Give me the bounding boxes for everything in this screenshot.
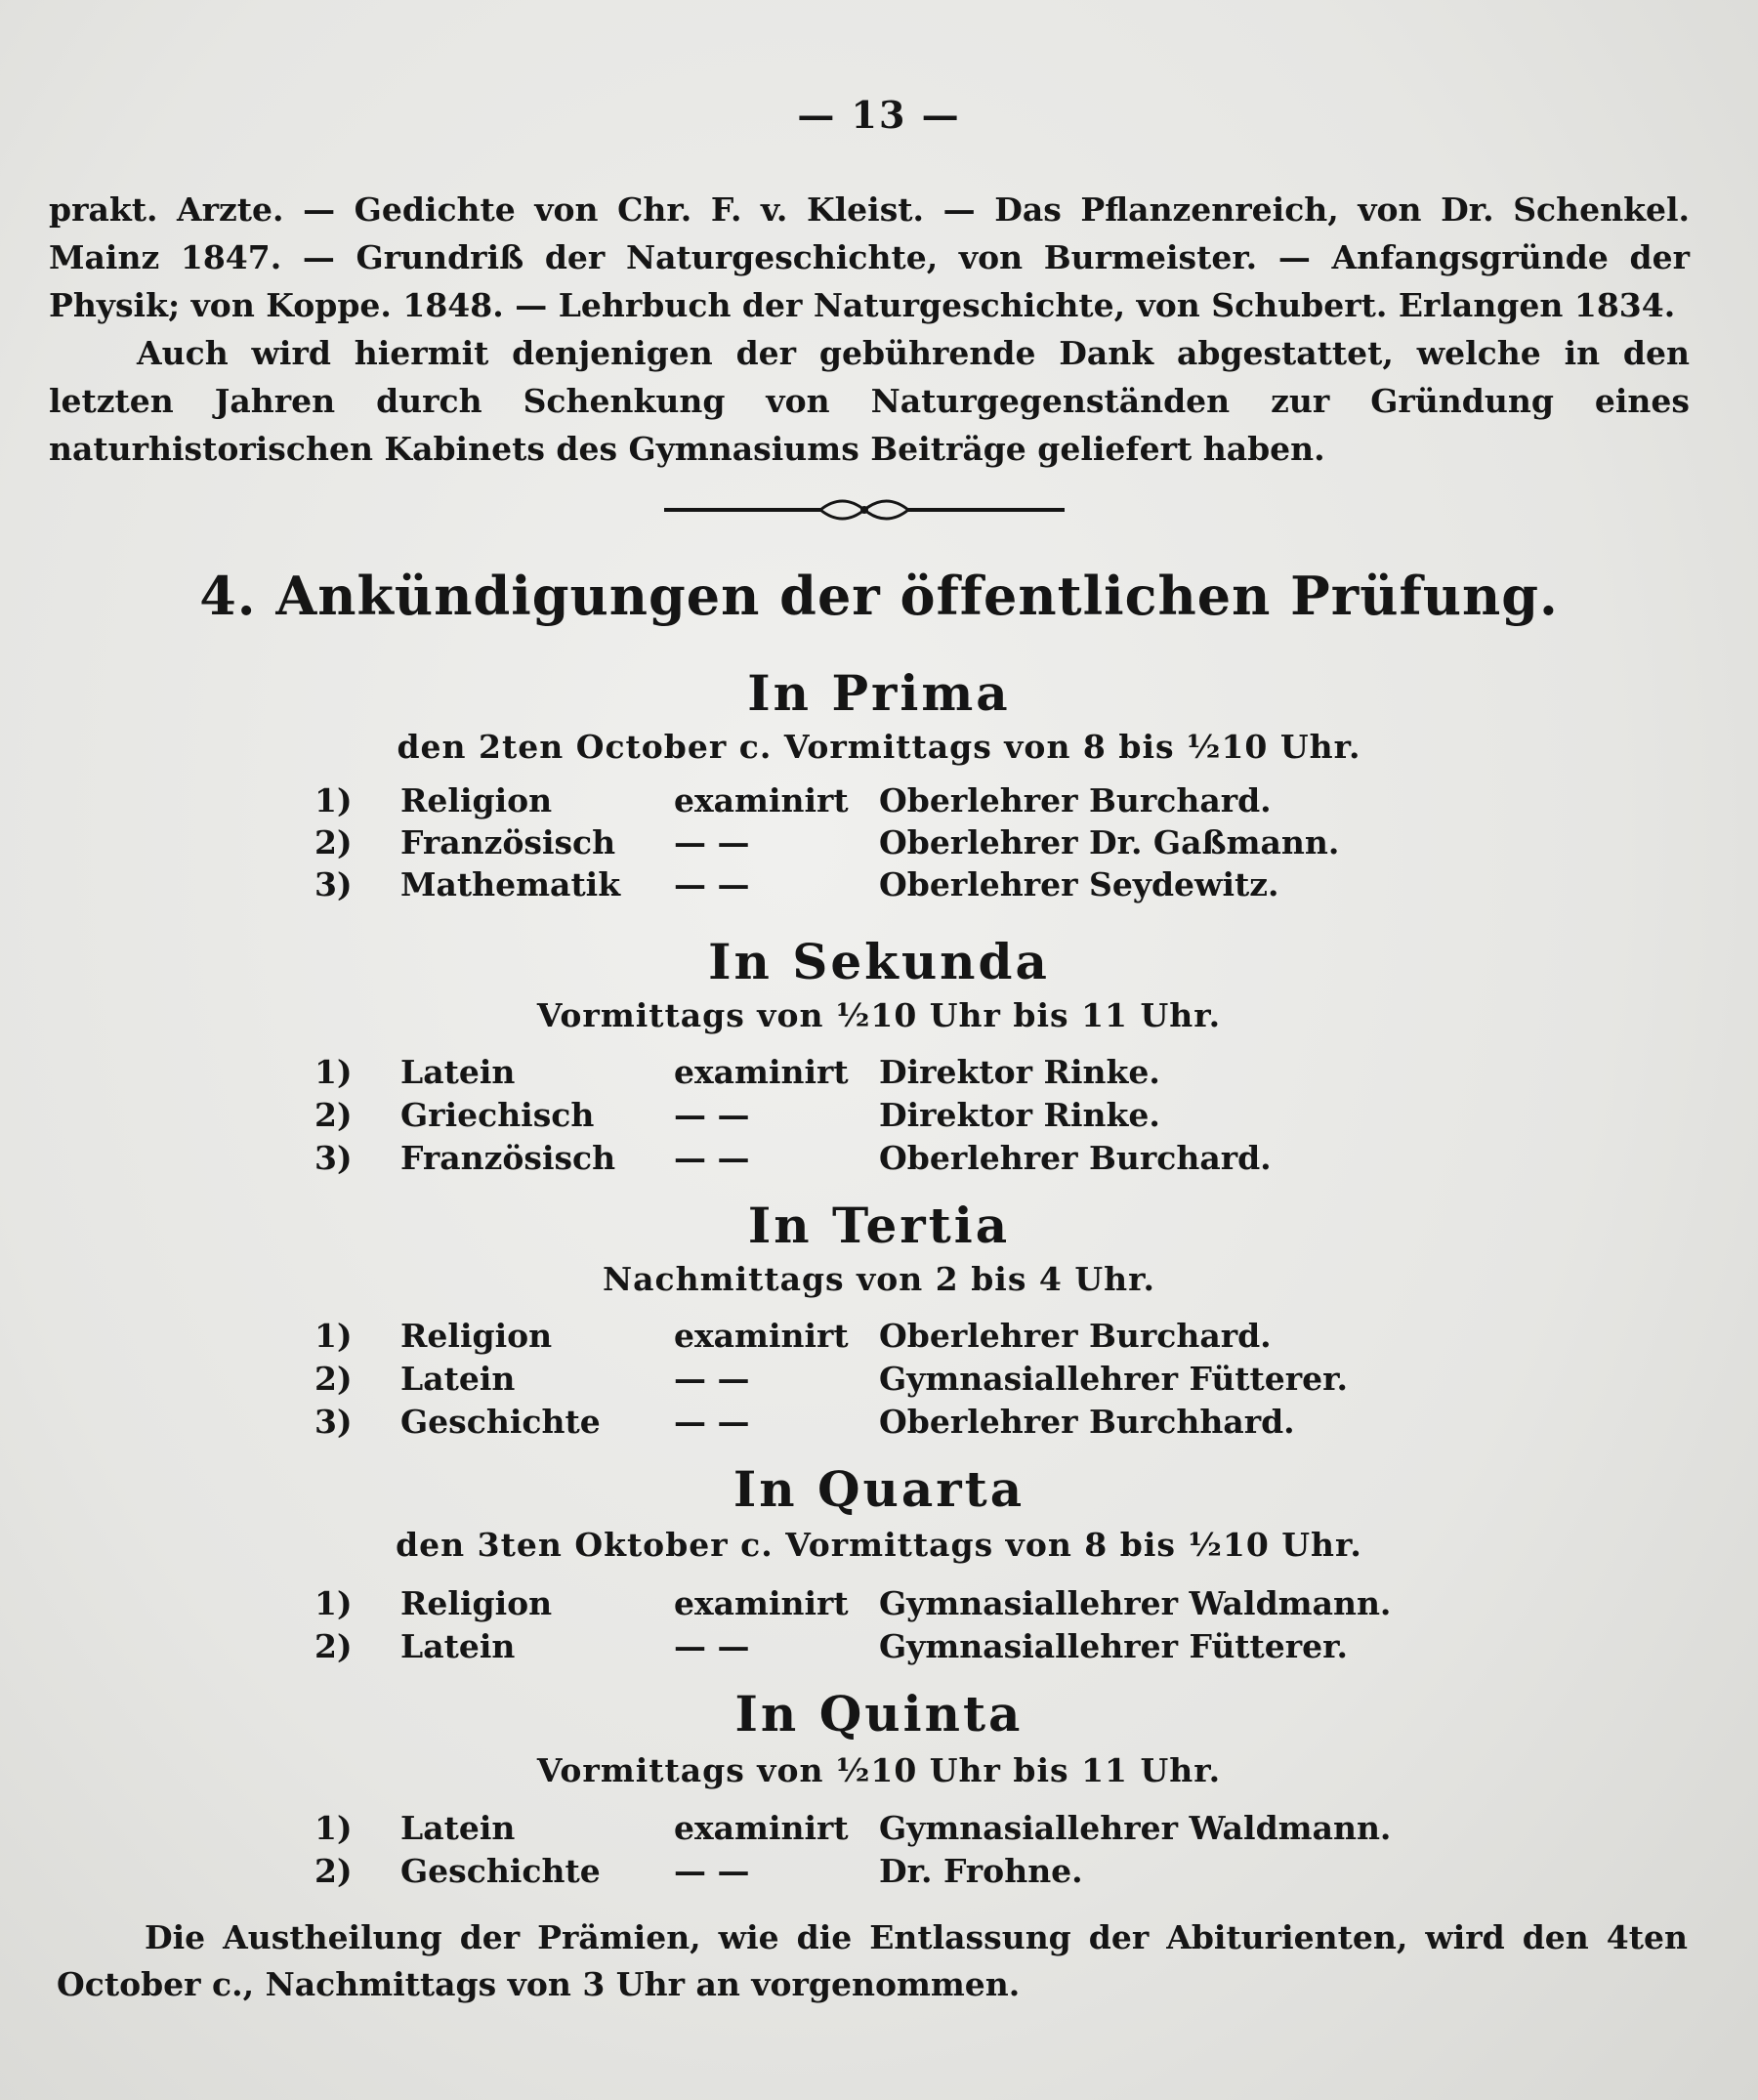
subject-list-sekunda	[0, 1053, 1758, 1182]
subject-row	[0, 823, 1758, 865]
subject-name: Religion	[400, 781, 553, 819]
subject-name: Religion	[400, 1584, 553, 1622]
ornamental-divider	[664, 493, 1065, 526]
section-title: 4. Ankündigungen der öffentlichen Prüfung.	[199, 565, 1559, 627]
subject-name: Latein	[400, 1627, 516, 1665]
subject-name: Französisch	[400, 1139, 616, 1177]
subject-list-tertia	[0, 1317, 1758, 1446]
examiner: Gymnasiallehrer Fütterer.	[879, 1360, 1349, 1398]
exam-mode: examinirt	[674, 1053, 849, 1091]
row-number: 3)	[314, 1403, 353, 1441]
examiner: Oberlehrer Burchard.	[879, 1317, 1272, 1355]
exam-mode: — —	[674, 1627, 750, 1665]
subject-list-quarta	[0, 1584, 1758, 1670]
subject-row	[0, 1403, 1758, 1446]
subject-row	[0, 1096, 1758, 1139]
subject-name: Latein	[400, 1360, 516, 1398]
exam-mode: — —	[674, 865, 750, 903]
exam-mode: examinirt	[674, 1584, 849, 1622]
subject-name: Griechisch	[400, 1096, 595, 1134]
subject-row	[0, 1809, 1758, 1852]
closing-paragraph: Die Austheilung der Prämien, wie die Entlassung der Abiturienten, wird den 4ten October c., Nachmittags von 3 Uhr an vorgenommen.	[57, 1918, 1688, 2003]
exam-time-prima: den 2ten October c. Vormittags von 8 bis ½10 Uhr.	[397, 728, 1361, 766]
row-number: 1)	[314, 1584, 353, 1622]
subject-name: Latein	[400, 1809, 516, 1847]
exam-time-quinta: Vormittags von ½10 Uhr bis 11 Uhr.	[536, 1751, 1222, 1789]
thanks-paragraph: Auch wird hiermit denjenigen der gebührende Dank abgestattet, welche in den letzten Jahren durch Schenkung von Naturgegenständen zur Gründung eines naturhistorischen Kabinets des Gymnasiums Beiträge geliefert haben.	[49, 334, 1690, 468]
subject-row	[0, 781, 1758, 823]
examiner: Oberlehrer Dr. Gaßmann.	[879, 823, 1340, 861]
exam-time-sekunda: Vormittags von ½10 Uhr bis 11 Uhr.	[536, 996, 1222, 1034]
row-number: 2)	[314, 1852, 353, 1890]
exam-mode: — —	[674, 823, 750, 861]
exam-mode: — —	[674, 1360, 750, 1398]
subject-list-prima	[0, 781, 1758, 907]
row-number: 2)	[314, 1360, 353, 1398]
subject-row	[0, 1627, 1758, 1670]
subject-row	[0, 1053, 1758, 1096]
class-heading-tertia: In Tertia	[747, 1197, 1011, 1254]
row-number: 2)	[314, 823, 353, 861]
examiner: Oberlehrer Seydewitz.	[879, 865, 1279, 903]
examiner: Gymnasiallehrer Waldmann.	[879, 1809, 1392, 1847]
exam-mode: — —	[674, 1096, 750, 1134]
row-number: 3)	[314, 865, 353, 903]
subject-name: Mathematik	[400, 865, 621, 903]
exam-mode: examinirt	[674, 781, 849, 819]
row-number: 2)	[314, 1627, 353, 1665]
exam-time-tertia: Nachmittags von 2 bis 4 Uhr.	[603, 1260, 1155, 1298]
subject-list-quinta	[0, 1809, 1758, 1895]
subject-row	[0, 1139, 1758, 1182]
exam-mode: examinirt	[674, 1317, 849, 1355]
closing-paragraph-block	[57, 1914, 1688, 2008]
class-heading-prima: In Prima	[747, 664, 1011, 722]
subject-row	[0, 865, 1758, 907]
exam-mode: — —	[674, 1852, 750, 1890]
subject-row	[0, 1360, 1758, 1403]
intro-text-block	[49, 186, 1690, 473]
examiner: Gymnasiallehrer Fütterer.	[879, 1627, 1349, 1665]
class-heading-quinta: In Quinta	[734, 1685, 1024, 1743]
subject-row	[0, 1852, 1758, 1895]
subject-name: Religion	[400, 1317, 553, 1355]
row-number: 2)	[314, 1096, 353, 1134]
row-number: 1)	[314, 1053, 353, 1091]
book-list-paragraph: prakt. Arzte. — Gedichte von Chr. F. v. Kleist. — Das Pflanzenreich, von Dr. Schenkel. Mainz 1847. — Grundriß der Naturgeschichte, von Burmeister. — Anfangsgründe der Physik; von Koppe. 1848. — Lehrbuch der Naturgeschichte, von Schubert. Erlangen 1834.	[49, 190, 1690, 324]
exam-time-quarta: den 3ten Oktober c. Vormittags von 8 bis ½10 Uhr.	[396, 1526, 1362, 1564]
subject-name: Französisch	[400, 823, 616, 861]
row-number: 1)	[314, 781, 353, 819]
exam-mode: examinirt	[674, 1809, 849, 1847]
subject-name: Latein	[400, 1053, 516, 1091]
examiner: Direktor Rinke.	[879, 1096, 1160, 1134]
examiner: Dr. Frohne.	[879, 1852, 1083, 1890]
examiner: Oberlehrer Burchhard.	[879, 1403, 1295, 1441]
subject-name: Geschichte	[400, 1852, 601, 1890]
class-heading-sekunda: In Sekunda	[708, 933, 1050, 990]
row-number: 1)	[314, 1809, 353, 1847]
row-number: 1)	[314, 1317, 353, 1355]
exam-mode: — —	[674, 1403, 750, 1441]
subject-name: Geschichte	[400, 1403, 601, 1441]
examiner: Direktor Rinke.	[879, 1053, 1160, 1091]
page-number: — 13 —	[797, 93, 961, 137]
examiner: Gymnasiallehrer Waldmann.	[879, 1584, 1392, 1622]
subject-row	[0, 1584, 1758, 1627]
examiner: Oberlehrer Burchard.	[879, 781, 1272, 819]
row-number: 3)	[314, 1139, 353, 1177]
exam-mode: — —	[674, 1139, 750, 1177]
examiner: Oberlehrer Burchard.	[879, 1139, 1272, 1177]
subject-row	[0, 1317, 1758, 1360]
class-heading-quarta: In Quarta	[732, 1460, 1026, 1518]
